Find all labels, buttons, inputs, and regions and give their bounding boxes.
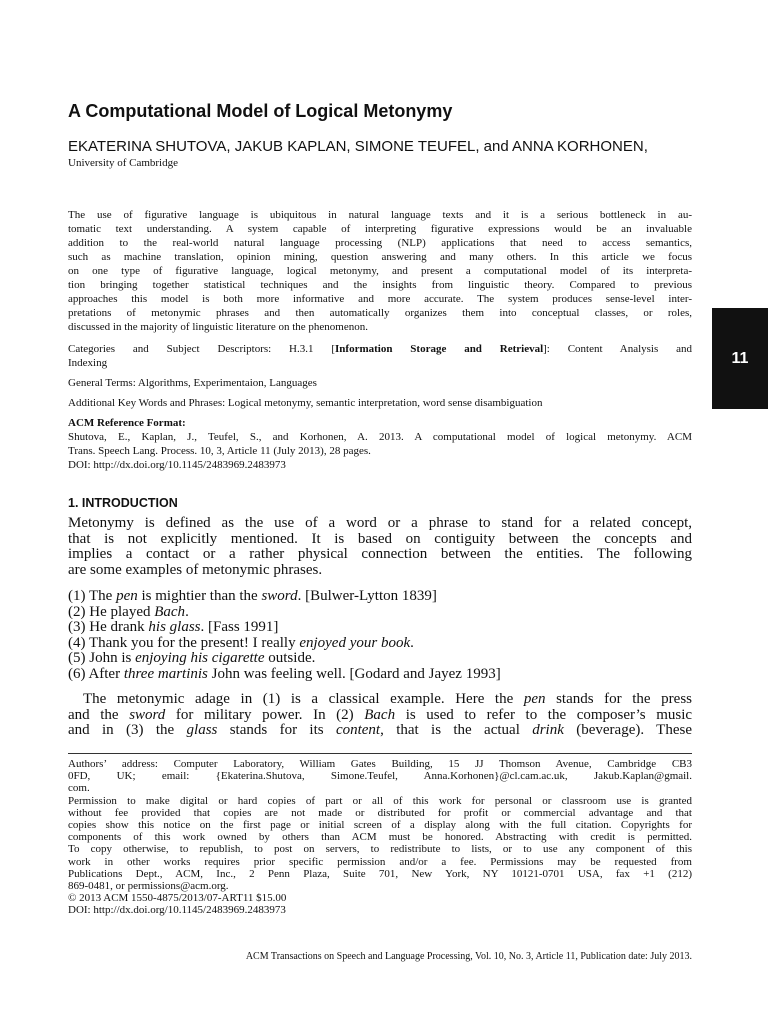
body-line: The metonymic adage in (1) is a classical example. Here the pen stands for the press bbox=[83, 691, 692, 707]
categories-line: Categories and Subject Descriptors: H.3.1 [Information Storage and Retrieval]: Content Analysis and bbox=[68, 343, 692, 355]
running-footer: ACM Transactions on Speech and Language Processing, Vol. 10, No. 3, Article 11, Publication date: July 2013. bbox=[245, 951, 692, 962]
footnote-line: To copy otherwise, to republish, to post on servers, to redistribute to lists, or to use any component of this bbox=[68, 843, 692, 856]
categories-line2: Indexing bbox=[68, 357, 108, 369]
abstract-line: pretations of metonymic phrases and then automatically organizes them into conceptual classes, or roles, bbox=[68, 307, 692, 319]
examples-list bbox=[68, 589, 501, 682]
intro-paragraph bbox=[68, 516, 692, 578]
author-list: EKATERINA SHUTOVA, JAKUB KAPLAN, SIMONE TEUFEL, and ANNA KORHONEN, bbox=[68, 138, 648, 155]
categories-descriptors bbox=[68, 342, 692, 370]
abstract-line: The use of figurative language is ubiquitous in natural language texts and it is a serious bottleneck in au- bbox=[68, 209, 692, 221]
example-item: (2) He played Bach. bbox=[68, 603, 189, 620]
footnote-line: 0FD, UK; email: {Ekaterina.Shutova, Simone.Teufel, Anna.Korhonen}@cl.cam.ac.uk, Jakub.Kaplan@gmail. bbox=[68, 770, 692, 783]
footnote-line: Publications Dept., ACM, Inc., 2 Penn Plaza, Suite 701, New York, NY 10121-0701 USA, fax +1 (212) bbox=[68, 867, 692, 880]
article-number-tab: 11 bbox=[712, 308, 768, 409]
abstract-line: tomatic text understanding. A system capable of interpreting figurative expressions would be an invaluable bbox=[68, 223, 692, 235]
abstract-line: approaches this model is both more informative and more accurate. The system produces sense-level inter- bbox=[68, 293, 692, 305]
acm-reference-line: Trans. Speech Lang. Process. 10, 3, Article 11 (July 2013), 28 pages. bbox=[68, 445, 371, 457]
footnote-line: com. bbox=[68, 782, 90, 795]
footnote-line: Permission to make digital or hard copies of part or all of this work for personal or classroom use is granted bbox=[68, 794, 692, 807]
copyright-line: © 2013 ACM 1550-4875/2013/07-ART11 $15.00 bbox=[68, 892, 287, 905]
intro-line: are some examples of metonymic phrases. bbox=[68, 561, 323, 578]
acm-reference-heading: ACM Reference Format: bbox=[68, 417, 186, 429]
example-item: (6) After three martinis John was feeling well. [Godard and Jayez 1993] bbox=[68, 665, 501, 682]
footnote-line: copies show this notice on the first page or initial screen of a display along with the full citation. Copyrights for bbox=[68, 819, 692, 832]
section-heading: 1. INTRODUCTION bbox=[68, 496, 178, 510]
body-line: and in (3) the glass stands for its content, that is the actual drink (beverage). These bbox=[68, 722, 692, 738]
categories-bold: Information Storage and Retrieval bbox=[335, 343, 544, 355]
body-paragraph bbox=[68, 692, 692, 739]
intro-line: that is not explicitly mentioned. It is based on contiguity between the concepts and bbox=[68, 530, 692, 547]
keywords: Additional Key Words and Phrases: Logical metonymy, semantic interpretation, word sense disambiguation bbox=[68, 397, 543, 409]
affiliation: University of Cambridge bbox=[68, 157, 178, 169]
footnote-rule bbox=[68, 753, 692, 754]
doi-line: DOI: http://dx.doi.org/10.1145/2483969.2483973 bbox=[68, 904, 286, 917]
abstract-line: discussed in the majority of linguistic literature on the phenomenon. bbox=[68, 321, 368, 333]
abstract-line: on one type of figurative language, logical metonymy, and present a computational model of its interpreta- bbox=[68, 265, 692, 277]
abstract-line: such as machine translation, opinion mining, question answering and many others. In this article we focus bbox=[68, 251, 692, 263]
footnote-line: Authors’ address: Computer Laboratory, William Gates Building, 15 JJ Thomson Avenue, Cambridge CB3 bbox=[68, 758, 692, 770]
intro-line: Metonymy is defined as the use of a word or a phrase to stand for a related concept, bbox=[68, 515, 692, 531]
general-terms: General Terms: Algorithms, Experimentaion, Languages bbox=[68, 377, 317, 389]
footnote-line: work in other works requires prior specific permission and/or a fee. Permissions may be requested from bbox=[68, 855, 692, 868]
doi-link[interactable]: DOI: http://dx.doi.org/10.1145/2483969.2483973 bbox=[68, 459, 286, 471]
abstract-line: tion bringing together statistical techniques and the insights from linguistic theory. Compared to previous bbox=[68, 279, 692, 291]
footnote bbox=[68, 758, 692, 917]
acm-reference bbox=[68, 416, 692, 472]
footnote-line: components of this work owned by others than ACM must be honored. Abstracting with credit is permitted. bbox=[68, 831, 692, 844]
example-item: (3) He drank his glass. [Fass 1991] bbox=[68, 619, 279, 635]
abstract bbox=[68, 208, 692, 334]
paper-title: A Computational Model of Logical Metonymy bbox=[68, 101, 453, 121]
example-item: (4) Thank you for the present! I really enjoyed your book. bbox=[68, 634, 414, 651]
abstract-line: addition to the real-world natural language processing (NLP) applications that need to access semantics, bbox=[68, 237, 692, 249]
footnote-line: 869-0481, or permissions@acm.org. bbox=[68, 880, 229, 893]
body-line: and the sword for military power. In (2) Bach is used to refer to the composer’s music bbox=[68, 706, 693, 723]
intro-line: implies a contact or a rather physical connection between the entities. The following bbox=[68, 546, 692, 562]
footnote-line: without fee provided that copies are not made or distributed for profit or commercial advantage and that bbox=[68, 806, 692, 819]
example-item: (5) John is enjoying his cigarette outside. bbox=[68, 650, 316, 666]
acm-reference-line: Shutova, E., Kaplan, J., Teufel, S., and Korhonen, A. 2013. A computational model of logical metonymy. ACM bbox=[68, 431, 692, 443]
example-item: (1) The pen is mightier than the sword. [Bulwer-Lytton 1839] bbox=[68, 588, 437, 604]
